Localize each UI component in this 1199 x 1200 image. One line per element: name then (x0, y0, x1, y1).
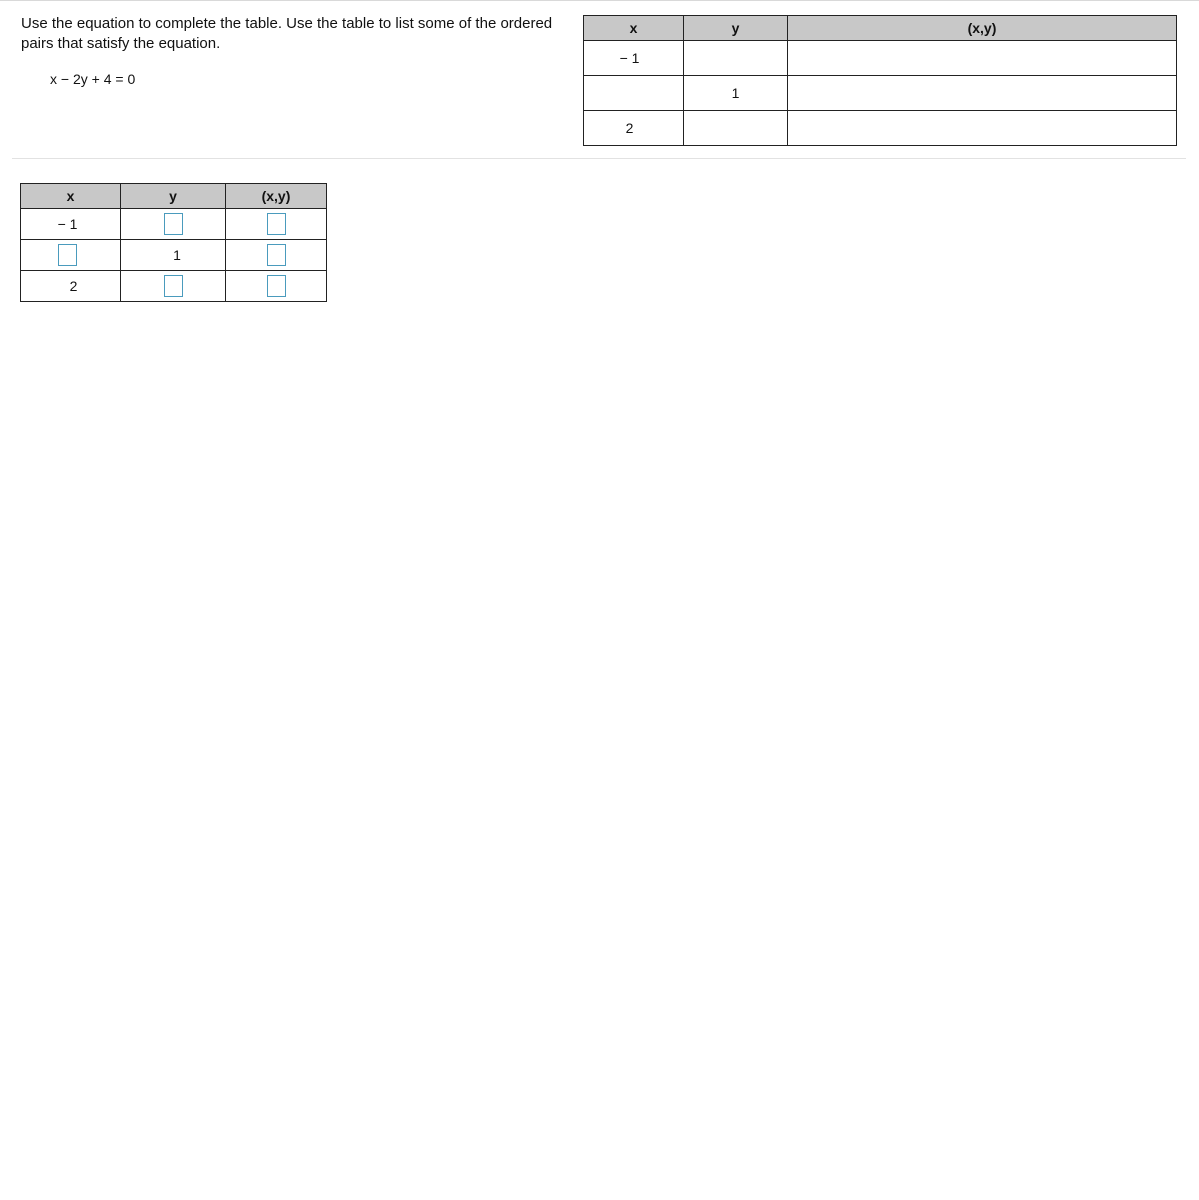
answer-table-header-row (21, 184, 327, 209)
table-row (21, 271, 327, 302)
cell-pair (226, 209, 327, 240)
x-answer-box[interactable] (58, 244, 77, 266)
header-y: y (684, 16, 788, 41)
pair-answer-box[interactable] (267, 213, 286, 235)
equation: x − 2y + 4 = 0 (50, 71, 136, 87)
header-pair: (x,y) (226, 184, 327, 209)
cell-pair (788, 41, 1177, 76)
cell-x: − 1 (584, 41, 684, 76)
table-row (21, 209, 327, 240)
header-x: x (21, 184, 121, 209)
section-divider (12, 158, 1186, 159)
table-row (21, 240, 327, 271)
cell-y (121, 271, 226, 302)
cell-pair (788, 76, 1177, 111)
reference-table (583, 15, 1177, 146)
header-x: x (584, 16, 684, 41)
cell-x (21, 240, 121, 271)
cell-pair (226, 271, 327, 302)
answer-table (20, 183, 327, 302)
question-prompt: Use the equation to complete the table. Use the table to list some of the ordered pairs that satisfy the equation. (21, 15, 553, 52)
cell-pair (226, 240, 327, 271)
header-y: y (121, 184, 226, 209)
cell-y: 1 (684, 76, 788, 111)
cell-y: 1 (121, 240, 226, 271)
y-answer-box[interactable] (164, 275, 183, 297)
pair-answer-box[interactable] (267, 275, 286, 297)
y-answer-box[interactable] (164, 213, 183, 235)
table-row (584, 111, 1177, 146)
cell-x: 2 (21, 271, 121, 302)
top-rule (0, 0, 1199, 1)
table-row (584, 76, 1177, 111)
pair-answer-box[interactable] (267, 244, 286, 266)
table-row (584, 41, 1177, 76)
cell-y (684, 111, 788, 146)
cell-y (684, 41, 788, 76)
cell-y (121, 209, 226, 240)
reference-table-header-row (584, 16, 1177, 41)
cell-x: − 1 (21, 209, 121, 240)
cell-x: 2 (584, 111, 684, 146)
cell-x (584, 76, 684, 111)
cell-pair (788, 111, 1177, 146)
header-pair: (x,y) (788, 16, 1177, 41)
